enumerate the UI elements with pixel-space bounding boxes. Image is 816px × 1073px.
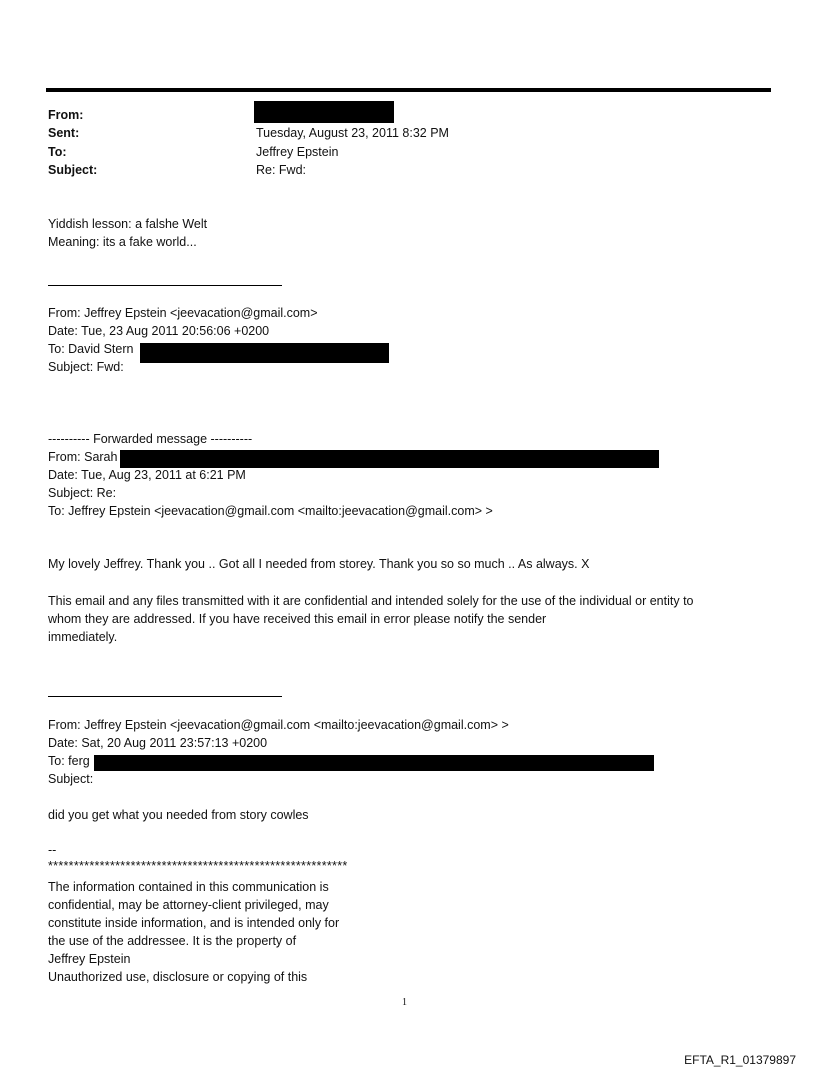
notice-line-2: confidential, may be attorney-client privileged, may (48, 898, 329, 912)
fwd1-to: To: David Stern (48, 342, 134, 356)
fwd1-from: From: Jeffrey Epstein <jeevacation@gmail.com> (48, 306, 318, 320)
fwd2-disclaimer-3: immediately. (48, 630, 118, 644)
fwd2-disclaimer-1: This email and any files transmitted with it are confidential and intended solely for the use of the individual or entity to (48, 594, 694, 608)
to-value: Jeffrey Epstein (256, 145, 339, 159)
notice-line-6: Unauthorized use, disclosure or copying of this (48, 970, 308, 984)
to-label: To: (48, 145, 67, 159)
subject-label: Subject: (48, 163, 98, 177)
bates-number: EFTA_R1_01379897 (684, 1053, 796, 1067)
fwd1-date: Date: Tue, 23 Aug 2011 20:56:06 +0200 (48, 324, 270, 338)
sent-value: Tuesday, August 23, 2011 8:32 PM (256, 126, 449, 140)
notice-line-5: Jeffrey Epstein (48, 952, 131, 966)
fwd2-from: From: Sarah (48, 450, 118, 464)
page-number: 1 (402, 997, 407, 1008)
sent-label: Sent: (48, 126, 80, 140)
reply-line-1: Yiddish lesson: a falshe Welt (48, 217, 208, 231)
fwd2-date: Date: Tue, Aug 23, 2011 at 6:21 PM (48, 468, 246, 482)
redaction-fwd2-from (120, 450, 659, 468)
fwd3-body: did you get what you needed from story cowles (48, 808, 309, 822)
fwd3-to: To: ferg (48, 754, 90, 768)
notice-line-4: the use of the addressee. It is the property of (48, 934, 297, 948)
fwd3-date: Date: Sat, 20 Aug 2011 23:57:13 +0200 (48, 736, 268, 750)
redaction-from (254, 101, 394, 123)
fwd2-body: My lovely Jeffrey. Thank you .. Got all I needed from storey. Thank you so so much .. As always. X (48, 557, 590, 571)
asterisk-separator: ********************************************************** (48, 859, 348, 873)
divider-1 (48, 285, 282, 286)
fwd2-disclaimer-2: whom they are addressed. If you have received this email in error please notify the sender (48, 612, 547, 626)
subject-value: Re: Fwd: (256, 163, 307, 177)
fwd2-banner: ---------- Forwarded message ---------- (48, 432, 253, 446)
fwd1-subject: Subject: Fwd: (48, 360, 124, 374)
redaction-fwd1-to (140, 343, 389, 363)
fwd2-subject: Subject: Re: (48, 486, 117, 500)
header-rule (46, 88, 771, 92)
fwd2-to: To: Jeffrey Epstein <jeevacation@gmail.com <mailto:jeevacation@gmail.com> > (48, 504, 493, 518)
divider-2 (48, 696, 282, 697)
redaction-fwd3-to (94, 755, 654, 771)
fwd3-from: From: Jeffrey Epstein <jeevacation@gmail.com <mailto:jeevacation@gmail.com> > (48, 718, 509, 732)
from-label: From: (48, 108, 84, 122)
fwd3-subject: Subject: (48, 772, 94, 786)
notice-line-1: The information contained in this communication is (48, 880, 329, 894)
notice-line-3: constitute inside information, and is intended only for (48, 916, 340, 930)
signature-dash: -- (48, 843, 57, 857)
reply-line-2: Meaning: its a fake world... (48, 235, 197, 249)
